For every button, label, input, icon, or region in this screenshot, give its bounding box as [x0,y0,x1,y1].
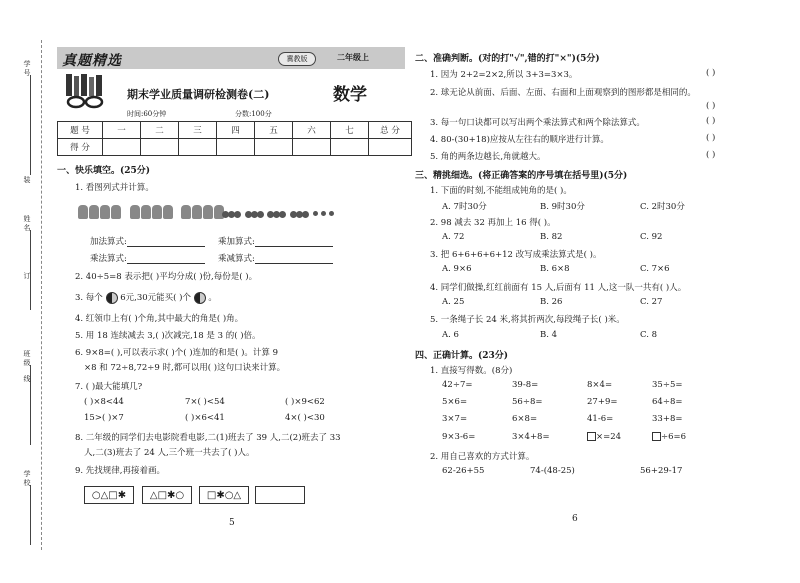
score-cell[interactable] [293,139,331,156]
calc-item: 64÷8= [652,397,683,407]
q7-item: 15>( )×7 [84,413,124,423]
answer-paren[interactable]: ( ) [706,101,716,111]
answer-paren[interactable]: ( ) [706,133,716,143]
calc-item-boxes-a [587,432,621,442]
question-6-line-1: 6. 9×8=( ),可以表示求( )个( )连加的和是( )。计算 9 [75,348,279,358]
calc-item: 41-6= [587,414,614,424]
margin-label-name: 姓 名 [23,215,31,232]
margin-cut-mark-1: 装 [23,176,31,184]
multiply-add-blank[interactable] [255,237,333,247]
pattern-box-answer[interactable] [255,486,305,504]
margin-cut-mark-2: 订 [23,272,31,280]
score-header-cell: 七 [331,122,369,139]
choice-option[interactable]: A. 7时30分 [442,202,487,212]
multiply-subtract-blank[interactable] [255,254,333,264]
q7-item: ( )×8<44 [84,397,124,407]
choice-3: 3. 把 6+6+6+6+12 改写成乘法算式是( )。 [430,250,602,260]
choice-option[interactable]: B. 4 [540,330,558,340]
choice-option[interactable]: A. 72 [442,232,465,242]
multiply-subtract-expression [218,252,333,264]
score-cell[interactable] [255,139,293,156]
judge-5: 5. 角的两条边越长,角就越大。 [430,152,546,162]
calc-item: 3×7= [442,414,468,424]
choice-option[interactable]: C. 27 [640,297,663,307]
answer-paren[interactable]: ( ) [706,116,716,126]
addition-blank[interactable] [127,237,205,247]
answer-box[interactable] [652,432,661,441]
question-4: 4. 红领巾上有( )个角,其中最大的角是( )角。 [75,314,244,324]
section-2-title: 二、准确判断。(对的打"√",错的打"×")(5分) [415,54,600,64]
pattern-box-2: △□✱○ [142,486,192,504]
margin-fill-line [30,485,31,545]
score-cell[interactable] [141,139,179,156]
choice-option[interactable]: C. 92 [640,232,663,242]
choice-option[interactable]: B. 26 [540,297,563,307]
banner-title: 真题精选 [62,53,122,69]
margin-fill-line [30,75,31,175]
calc-item: 6×8= [512,414,538,424]
calc-item: 27+9= [587,397,618,407]
addition-label: 加法算式: [90,237,127,247]
score-cell[interactable] [179,139,217,156]
multiplication-expression [90,252,205,264]
choice-option[interactable]: A. 9×6 [442,264,472,274]
score-cell[interactable] [331,139,369,156]
choice-5: 5. 一条绳子长 24 米,将其折两次,每段绳子长( )米。 [430,315,625,325]
question-8-line-2: 人,二(3)班去了 24 人,三个班一共去了( )人。 [84,448,255,458]
page-number-left: 5 [229,518,235,528]
multiplication-label: 乘法算式: [90,254,127,264]
question-1: 1. 看图列式并计算。 [75,183,154,193]
score-header-cell: 二 [141,122,179,139]
calc-item: 3×4+8= [512,432,550,442]
score-header-cell: 一 [103,122,141,139]
margin-label-student-id: 学 号 [23,60,31,77]
ball-icon [106,292,118,304]
calc-1-title: 1. 直接写得数。(8分) [430,366,513,376]
calc-2-title: 2. 用自己喜欢的方式计算。 [430,452,535,462]
q7-item: 4×( )<30 [285,413,325,423]
book-glasses-icon [64,72,106,110]
page-number-right: 6 [572,514,578,524]
calc-item: 9×3-6= [442,432,476,442]
question-5: 5. 用 18 连续减去 3,( )次减完,18 是 3 的( )倍。 [75,331,261,341]
choice-option[interactable]: A. 6 [442,330,459,340]
calc-item: 35÷5= [652,380,683,390]
calc-item-text: ÷6=6 [661,432,687,442]
gloves-picture [78,205,225,223]
ball-icon [194,292,206,304]
calc-item: 56÷8= [512,397,543,407]
choice-option[interactable]: C. 7×6 [640,264,670,274]
calc-item-text: ×=24 [596,432,622,442]
judge-4: 4. 80-(30+18)应按从左往右的顺序进行计算。 [430,135,609,145]
calc-item-boxes-b [652,432,686,442]
margin-label-class: 班 级 [23,350,31,367]
exam-time: 时间:60分钟 [127,110,167,118]
judge-2: 2. 球无论从前面、后面、左面、右面和上面观察到的图形都是相同的。 [430,88,696,98]
section-4-title: 四、正确计算。(23分) [415,351,509,361]
section-3-title: 三、精挑细选。(将正确答案的序号填在括号里)(5分) [415,171,628,181]
cherries-picture [222,205,337,223]
calc-expression: 56+29-17 [640,466,683,476]
score-header-cell: 题 号 [58,122,103,139]
question-9: 9. 先找规律,再接着画。 [75,466,166,476]
pattern-box-3: □✱○△ [199,486,249,504]
score-header-cell: 四 [217,122,255,139]
judge-1: 1. 因为 2+2=2×2,所以 3+3=3×3。 [430,70,578,80]
multiply-add-expression [218,235,333,247]
calc-item: 5×6= [442,397,468,407]
question-8-line-1: 8. 二年级的同学们去电影院看电影,二(1)班去了 39 人,二(2)班去了 33 [75,433,341,443]
answer-paren[interactable]: ( ) [706,68,716,78]
q7-item: 7×( )<54 [185,397,225,407]
margin-cut-mark-3: 线 [23,375,31,383]
choice-option[interactable]: B. 82 [540,232,563,242]
binding-line [41,40,42,550]
score-table [57,121,412,156]
exam-title: 期末学业质量调研检测卷(二) [127,88,270,101]
calc-item: 33+8= [652,414,683,424]
answer-paren[interactable]: ( ) [706,150,716,160]
calc-expression: 62-26+55 [442,466,485,476]
question-3-part-a: 3. 每个 [75,293,103,303]
calc-item: 42÷7= [442,380,473,390]
choice-2: 2. 98 减去 32 再加上 16 得( )。 [430,218,556,228]
question-3-part-b: 6元,30元能买( )个 [120,293,191,303]
question-3-part-c: 。 [208,293,217,303]
calc-item: 8×4= [587,380,613,390]
score-cell[interactable] [217,139,255,156]
choice-option[interactable]: C. 8 [640,330,658,340]
judge-3: 3. 每一句口诀都可以写出两个乘法算式和两个除法算式。 [430,118,645,128]
score-header-cell: 六 [293,122,331,139]
q7-item: ( )×9<62 [285,397,325,407]
pattern-box-1: ○△□✱ [84,486,134,504]
calc-item: 39-8= [512,380,539,390]
subject-title: 数学 [333,85,367,105]
section-1-title: 一、快乐填空。(25分) [57,166,151,176]
score-header-cell: 总 分 [369,122,412,139]
grade-label: 二年级上 [337,52,369,62]
choice-4: 4. 同学们做操,红红前面有 15 人,后面有 11 人,这一队一共有( )人。 [430,283,687,293]
q7-item: ( )×6<41 [185,413,225,423]
addition-expression [90,235,205,247]
choice-option[interactable]: A. 25 [442,297,465,307]
score-header-cell: 三 [179,122,217,139]
question-2: 2. 40÷5=8 表示把( )平均分成( )份,每份是( )。 [75,272,258,282]
edition-badge: 冀教版 [278,52,316,66]
choice-1: 1. 下面的时刻,不能组成钝角的是( )。 [430,186,572,196]
margin-label-school: 学 校 [23,470,31,487]
margin-fill-line [30,230,31,310]
exam-score: 分数:100分 [235,110,272,118]
choice-option[interactable]: B. 9时30分 [540,202,585,212]
score-header-cell: 五 [255,122,293,139]
question-3 [75,291,217,304]
calc-expression: 74-(48-25) [530,466,575,476]
multiply-add-label: 乘加算式: [218,237,255,247]
score-cell[interactable] [369,139,412,156]
multiplication-blank[interactable] [127,254,205,264]
choice-option[interactable]: B. 6×8 [540,264,570,274]
question-7: 7. ( )最大能填几? [75,382,143,392]
multiply-subtract-label: 乘减算式: [218,254,255,264]
score-cell[interactable] [103,139,141,156]
choice-option[interactable]: C. 2时30分 [640,202,685,212]
question-6-line-2: ×8 和 72÷8,72÷9 时,都可以用( )这句口诀来计算。 [84,363,286,373]
answer-box[interactable] [587,432,596,441]
score-row-label: 得 分 [58,139,103,156]
